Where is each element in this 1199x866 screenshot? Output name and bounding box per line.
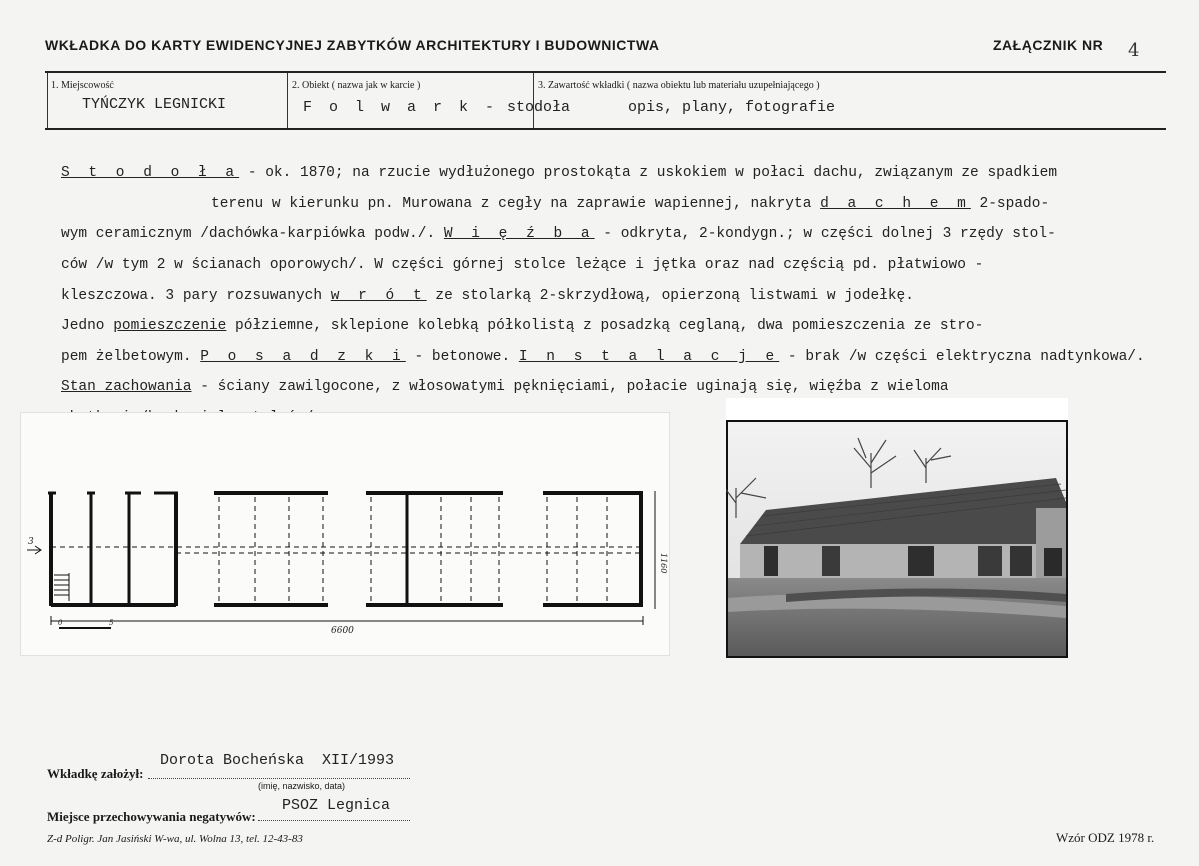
- desc-line-2-end: 2-spado-: [970, 195, 1050, 212]
- field-divider-2: [287, 73, 288, 128]
- barn-photograph: [726, 398, 1068, 658]
- field-3-value: opis, plany, fotografie: [628, 99, 836, 116]
- field-2-value-spaced: F o l w a r k -: [303, 99, 499, 116]
- term-stodola: S t o d o ł a: [61, 165, 240, 182]
- dimension-length: 6600: [331, 626, 354, 636]
- desc-line-5: [61, 289, 1145, 304]
- desc-line-8: [61, 380, 1145, 395]
- scale-start: 0: [58, 619, 63, 627]
- desc-line-7-b: - betonowe.: [405, 348, 519, 365]
- floor-plan: [20, 412, 670, 656]
- desc-line-1-text: - ok. 1870; na rzucie wydłużonego prostokąta z uskokiem w połaci dachu, związanym ze spadkiem: [239, 165, 1058, 182]
- created-by-label: Wkładkę założył:: [47, 766, 144, 781]
- desc-line-8-b: - ściany zawilgocone, z włosowatymi pęknięciami, połacie uginają się, więźba z wieloma: [191, 379, 949, 396]
- annex-label: ZAŁĄCZNIK NR: [993, 37, 1104, 53]
- desc-line-7-a: pem żelbetowym.: [61, 348, 201, 365]
- term-stan-zachowania: Stan zachowania: [61, 379, 192, 396]
- form-template: Wzór ODZ 1978 r.: [1056, 830, 1155, 845]
- desc-line-6-b: półziemne, sklepione kolebką półkolistą z posadzką ceglaną, dwa pomieszczenia ze stro-: [226, 318, 984, 335]
- storage-value: PSOZ Legnica: [282, 797, 391, 814]
- term-posadzki: P o s a d z k i: [200, 348, 406, 365]
- barn-photo-image: [726, 398, 1068, 658]
- form-title: WKŁADKA DO KARTY EWIDENCYJNEJ ZABYTKÓW ARCHITEKTURY I BUDOWNICTWA: [45, 37, 660, 53]
- desc-line-4: ców /w tym 2 w ścianach oporowych/. W części górnej stolce leżące i jętka oraz nad częścią pd. płatwiowo -: [61, 257, 984, 274]
- term-instalacje: I n s t a l a c j e: [518, 348, 780, 365]
- annex-number: 4: [1128, 40, 1140, 61]
- field-1-value: TYŃCZYK LEGNICKI: [82, 96, 227, 113]
- field-3-label: 3. Zawartość wkładki ( nazwa obiektu lub materiału uzupełniającego ): [538, 80, 820, 91]
- desc-line-1: [61, 166, 1145, 181]
- desc-line-3: [61, 227, 1145, 242]
- desc-line-7-c: - brak /w części elektryczna nadtynkowa/.: [779, 348, 1145, 365]
- term-dach: d a c h e m: [820, 195, 971, 212]
- printer-imprint: Z-d Poligr. Jan Jasiński W-wa, ul. Wolna 13, tel. 12-43-83: [47, 833, 303, 845]
- scale-end: 5: [109, 619, 114, 627]
- fields-top-rule: [45, 71, 1166, 73]
- storage-label: Miejsce przechowywania negatywów:: [47, 809, 256, 824]
- created-by-line: [148, 778, 410, 779]
- desc-line-7: [61, 350, 1145, 365]
- field-2-label: 2. Obiekt ( nazwa jak w karcie ): [292, 80, 421, 91]
- field-divider-1: [47, 73, 48, 128]
- term-wrot: w r ó t: [330, 287, 427, 304]
- fields-bottom-rule: [45, 128, 1166, 130]
- desc-line-5-a: kleszczowa. 3 pary rozsuwanych: [61, 287, 331, 304]
- desc-line-3-a: wym ceramicznym /dachówka-karpiówka podw./.: [61, 226, 444, 243]
- desc-line-3-b: - odkryta, 2-kondygn.; w części dolnej 3 rzędy stol-: [594, 226, 1056, 243]
- desc-line-2-text: terenu w kierunku pn. Murowana z cegły na zaprawie wapiennej, nakryta: [211, 195, 821, 212]
- section-mark: 3: [28, 537, 34, 547]
- floor-plan-drawing: [21, 413, 669, 655]
- desc-line-5-b: ze stolarką 2-skrzydłową, opierzoną listwami w jodełkę.: [426, 287, 914, 304]
- desc-line-6-a: Jedno: [61, 318, 114, 335]
- field-2-value-tail: stodoła: [507, 99, 571, 116]
- desc-line-6: [61, 319, 1145, 334]
- created-by-caption: (imię, nazwisko, data): [258, 781, 346, 791]
- term-pomieszczenie: pomieszczenie: [113, 318, 227, 335]
- storage-line: [258, 820, 410, 821]
- term-wiezba: W i ę ź b a: [443, 226, 595, 243]
- field-1-label: 1. Miejscowość: [51, 80, 114, 91]
- created-by-value: Dorota Bocheńska XII/1993: [160, 752, 395, 769]
- dimension-width: 1160: [659, 553, 668, 574]
- desc-line-2: [61, 197, 1145, 212]
- field-2-value: [303, 99, 570, 116]
